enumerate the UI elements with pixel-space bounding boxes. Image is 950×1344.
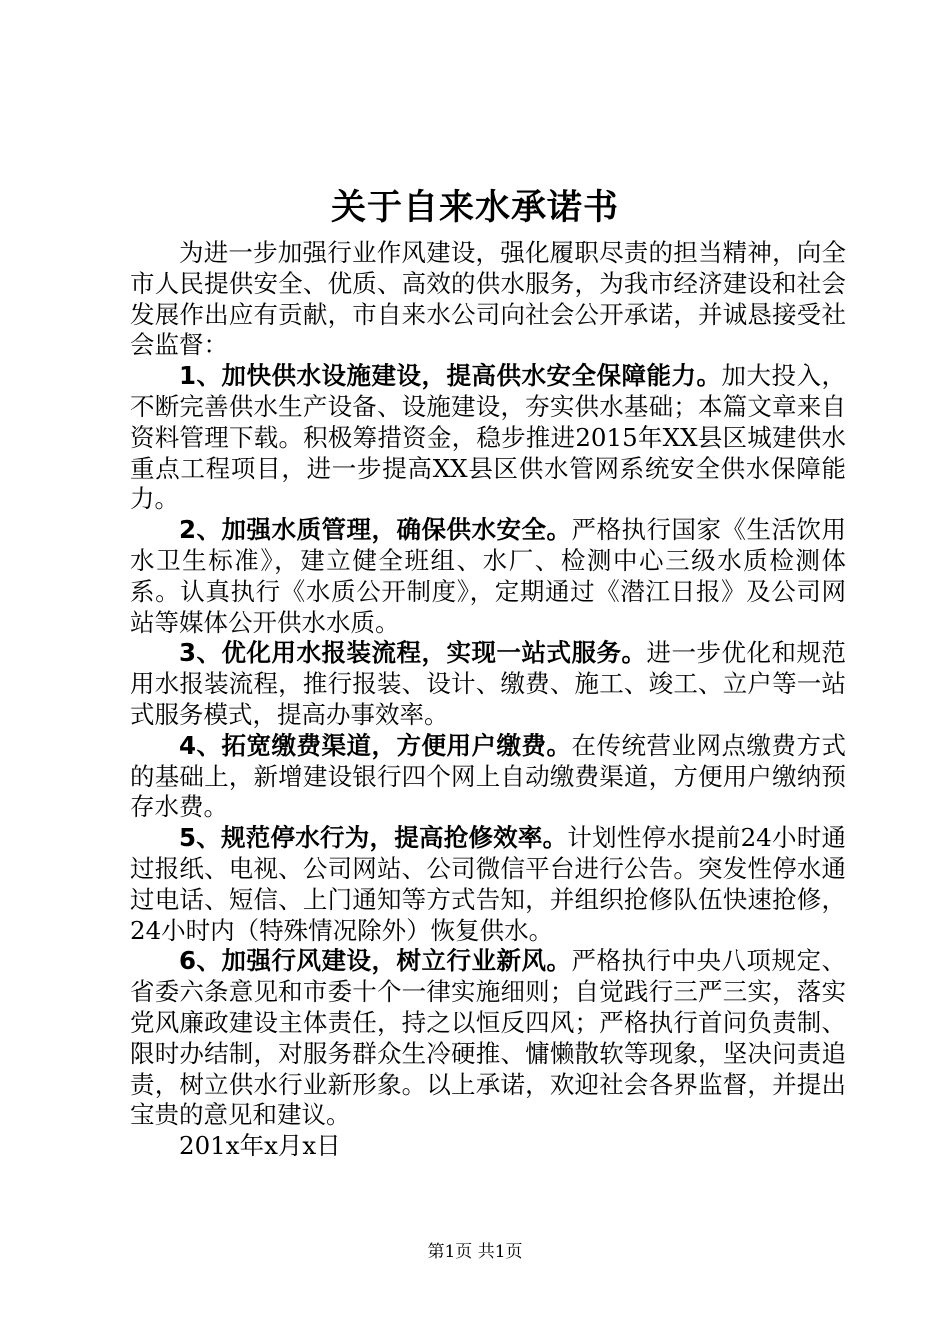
document-body xyxy=(130,238,846,1162)
commitment-item-1 xyxy=(130,361,846,515)
commitment-heading: 2、加强水质管理，确保供水安全。 xyxy=(179,515,572,545)
commitment-item-2 xyxy=(130,515,846,638)
commitment-text: 严格执行中央八项规定、省委六条意见和市委十个一律实施细则；自觉践行三严三实，落实党风廉政建设主体责任，持之以恒反四风；严格执行首问负责制、限时办结制，对服务群众生冷硬推、慵懒散软等现象，坚决问责追责，树立供水行业新形象。以上承诺，欢迎社会各界监督，并提出宝贵的意见和建议。 xyxy=(130,946,847,1130)
commitment-heading: 6、加强行风建设，树立行业新风。 xyxy=(179,946,572,976)
commitment-text: 计划性停水提前24小时通过报纸、电视、公司网站、公司微信平台进行公告。突发性停水通过电话、短信、上门通知等方式告知，并组织抢修队伍快速抢修，24小时内（特殊情况除外）恢复供水。 xyxy=(130,823,846,945)
commitment-text: 严格执行国家《生活饮用水卫生标准》，建立健全班组、水厂、检测中心三级水质检测体系。认真执行《水质公开制度》，定期通过《潜江日报》及公司网站等媒体公开供水水质。 xyxy=(130,515,847,637)
intro-paragraph: 为进一步加强行业作风建设，强化履职尽责的担当精神，向全市人民提供安全、优质、高效的供水服务，为我市经济建设和社会发展作出应有贡献，市自来水公司向社会公开承诺，并诚恳接受社会监督： xyxy=(130,238,846,360)
document-date: 201x年x月x日 xyxy=(179,1131,341,1161)
document-title: 关于自来水承诺书 xyxy=(330,188,619,228)
page-footer: 第1页 共1页 xyxy=(427,1242,523,1262)
commitment-heading: 3、优化用水报装流程，实现一站式服务。 xyxy=(179,638,647,668)
commitment-heading: 5、规范停水行为，提高抢修效率。 xyxy=(179,823,568,853)
commitment-item-6 xyxy=(130,946,846,1131)
commitment-heading: 4、拓宽缴费渠道，方便用户缴费。 xyxy=(179,730,572,760)
commitment-item-4 xyxy=(130,731,846,823)
commitment-text: 进一步优化和规范用水报装流程，推行报装、设计、缴费、施工、竣工、立户等一站式服务模式，提高办事效率。 xyxy=(130,638,847,729)
commitment-item-5 xyxy=(130,823,846,946)
commitment-text: 在传统营业网点缴费方式的基础上，新增建设银行四个网上自动缴费渠道，方便用户缴纳预存水费。 xyxy=(130,730,847,822)
commitment-text: 加大投入，不断完善供水生产设备、设施建设，夯实供水基础；本篇文章来自资料管理下载。积极筹措资金，稳步推进2015年XX县区城建供水重点工程项目，进一步提高XX县区供水管网系统安全供水保障能力。 xyxy=(130,361,847,514)
commitment-item-3 xyxy=(130,638,846,730)
commitment-heading: 1、加快供水设施建设，提高供水安全保障能力。 xyxy=(179,361,722,391)
